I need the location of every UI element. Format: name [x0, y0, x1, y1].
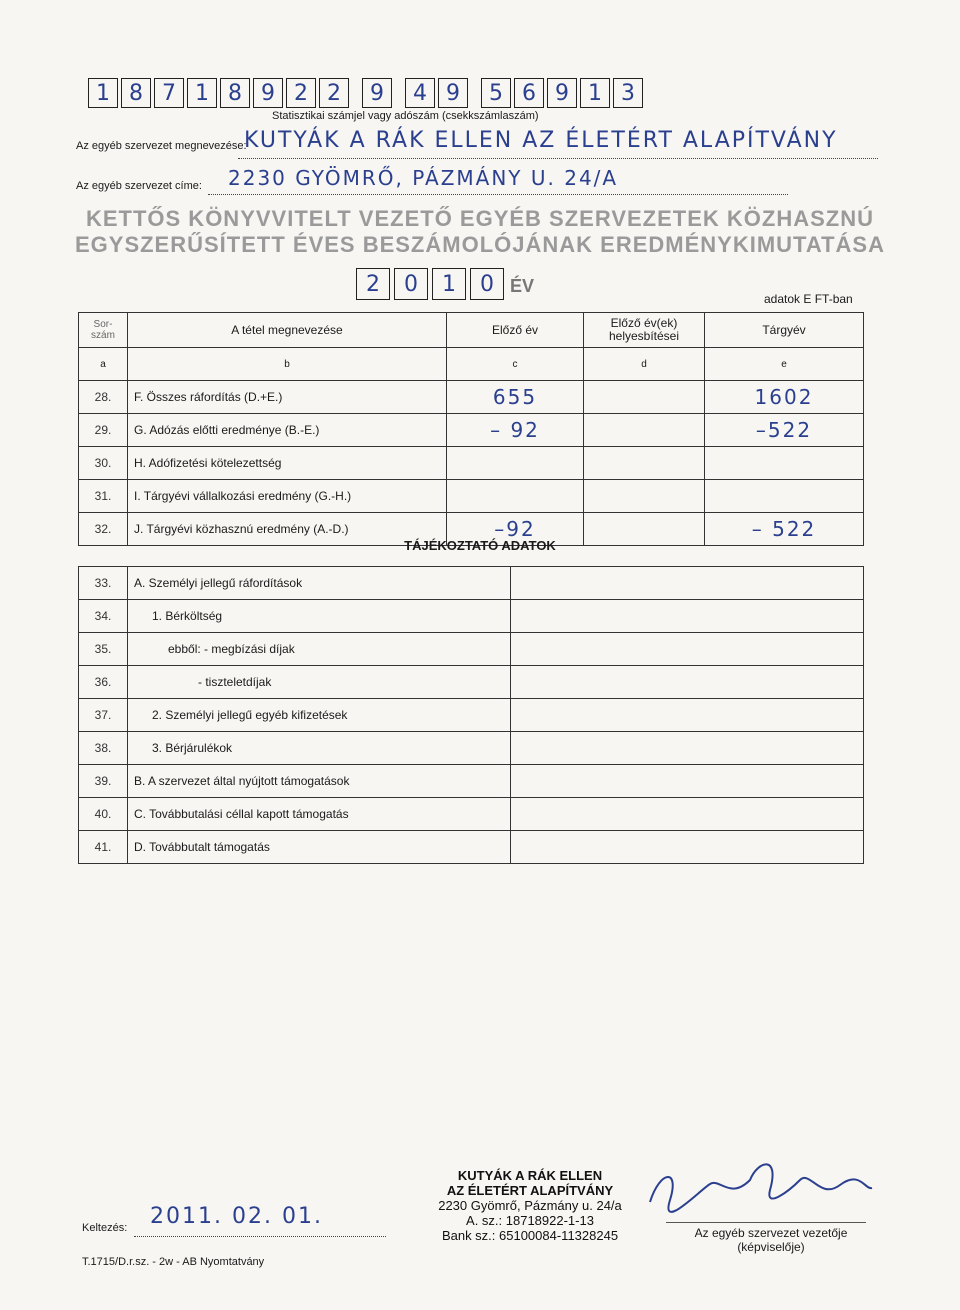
org-name-value: KUTYÁK A RÁK ELLEN AZ ÉLETÉRT ALAPÍTVÁNY — [244, 128, 838, 153]
org-name-line — [238, 158, 878, 159]
org-address-line — [208, 194, 788, 195]
row-label: G. Adózás előtti eredménye (B.-E.) — [128, 414, 447, 447]
row-value-cell — [511, 600, 864, 633]
year-digit-box: 0 — [394, 268, 428, 300]
date-label: Keltezés: — [82, 1222, 128, 1234]
row-label: B. A szervezet által nyújtott támogatások — [128, 765, 511, 798]
tax-digit-box: 9 — [362, 78, 392, 108]
tax-number-boxes — [88, 78, 646, 108]
row-correction — [584, 480, 705, 513]
table-row — [79, 567, 864, 600]
tax-digit-box: 7 — [154, 78, 184, 108]
row-label: - tiszteletdíjak — [128, 666, 511, 699]
header-e: Tárgyév — [705, 313, 864, 348]
table-row — [79, 765, 864, 798]
row-correction — [584, 381, 705, 414]
row-correction — [584, 447, 705, 480]
tax-separator — [395, 78, 405, 108]
table-row — [79, 699, 864, 732]
signature-caption1: Az egyéb szervezet vezetője — [694, 1226, 848, 1240]
results-table — [78, 312, 864, 546]
row-value-cell — [511, 831, 864, 864]
row-value-cell — [511, 666, 864, 699]
signature-image — [640, 1150, 880, 1220]
year-digit-box: 1 — [432, 268, 466, 300]
row-label: 1. Bérköltség — [128, 600, 511, 633]
letter-b: b — [128, 348, 447, 381]
table-row — [79, 480, 864, 513]
row-label: J. Tárgyévi közhasznú eredmény (A.-D.) — [128, 513, 447, 546]
tax-digit-box: 3 — [613, 78, 643, 108]
table-row — [79, 381, 864, 414]
year-boxes — [356, 268, 508, 300]
tax-digit-box: 1 — [580, 78, 610, 108]
form-title-line1: KETTŐS KÖNYVVITELT VEZETŐ EGYÉB SZERVEZETEK KÖZHASZNÚ — [85, 206, 875, 231]
row-label: 3. Bérjárulékok — [128, 732, 511, 765]
stamp-line5: Bank sz.: 65100084-11328245 — [441, 1228, 619, 1243]
row-number: 40. — [79, 798, 128, 831]
year-suffix: ÉV — [510, 276, 535, 296]
tax-digit-box: 5 — [481, 78, 511, 108]
row-value-cell — [511, 633, 864, 666]
table-letter-row — [79, 348, 864, 381]
stamp-line2: AZ ÉLETÉRT ALAPÍTVÁNY — [446, 1183, 614, 1198]
table-row — [79, 447, 864, 480]
tax-digit-box: 2 — [319, 78, 349, 108]
table-row — [79, 414, 864, 447]
row-current-year: –522 — [705, 414, 864, 447]
header-a: Sor-szám — [79, 313, 128, 348]
row-number: 39. — [79, 765, 128, 798]
row-number: 30. — [79, 447, 128, 480]
row-prev-year: –92 — [447, 513, 584, 546]
row-prev-year: 655 — [447, 381, 584, 414]
row-number: 37. — [79, 699, 128, 732]
row-number: 36. — [79, 666, 128, 699]
tax-digit-box: 2 — [286, 78, 316, 108]
row-number: 28. — [79, 381, 128, 414]
table-header-row — [79, 313, 864, 348]
organization-stamp — [420, 1168, 640, 1243]
row-prev-year — [447, 447, 584, 480]
row-number: 29. — [79, 414, 128, 447]
org-address-label: Az egyéb szervezet címe: — [76, 180, 202, 192]
tax-digit-box: 9 — [253, 78, 283, 108]
tax-digit-box: 4 — [405, 78, 435, 108]
year-digit-box: 0 — [470, 268, 504, 300]
row-current-year — [705, 480, 864, 513]
header-c: Előző év — [447, 313, 584, 348]
row-number: 35. — [79, 633, 128, 666]
row-number: 38. — [79, 732, 128, 765]
row-prev-year: – 92 — [447, 414, 584, 447]
stamp-line4: A. sz.: 18718922-1-13 — [466, 1213, 594, 1228]
table-row — [79, 633, 864, 666]
row-prev-year — [447, 480, 584, 513]
year-digit-box: 2 — [356, 268, 390, 300]
header-d: Előző év(ek) helyesbítései — [584, 313, 705, 348]
letter-c: c — [447, 348, 584, 381]
row-current-year: 1602 — [705, 381, 864, 414]
table-row — [79, 798, 864, 831]
row-number: 34. — [79, 600, 128, 633]
row-value-cell — [511, 798, 864, 831]
header-b: A tétel megnevezése — [128, 313, 447, 348]
info-table — [78, 566, 864, 864]
org-address-value: 2230 GYÖMRŐ, PÁZMÁNY U. 24/A — [228, 166, 619, 190]
row-label: A. Személyi jellegű ráfordítások — [128, 567, 511, 600]
row-label: F. Összes ráfordítás (D.+E.) — [128, 381, 447, 414]
row-label: ebből: - megbízási díjak — [128, 633, 511, 666]
row-current-year: – 522 — [705, 513, 864, 546]
letter-e: e — [705, 348, 864, 381]
row-value-cell — [511, 567, 864, 600]
form-code: T.1715/D.r.sz. - 2w - AB Nyomtatvány — [82, 1256, 265, 1268]
table-row — [79, 600, 864, 633]
row-number: 32. — [79, 513, 128, 546]
tax-digit-box: 9 — [438, 78, 468, 108]
table-row — [79, 666, 864, 699]
row-label: D. Továbbutalt támogatás — [128, 831, 511, 864]
date-value: 2011. 02. 01. — [150, 1204, 323, 1229]
stamp-line1: KUTYÁK A RÁK ELLEN — [457, 1168, 603, 1183]
tax-digit-box: 6 — [514, 78, 544, 108]
row-number: 31. — [79, 480, 128, 513]
stamp-line3: 2230 Gyömrő, Pázmány u. 24/a — [438, 1198, 622, 1213]
signature-line — [666, 1222, 866, 1223]
signature-caption2: (képviselője) — [737, 1240, 805, 1254]
org-name-label: Az egyéb szervezet megnevezése: — [76, 140, 247, 152]
row-number: 41. — [79, 831, 128, 864]
row-label: H. Adófizetési kötelezettség — [128, 447, 447, 480]
row-value-cell — [511, 732, 864, 765]
letter-d: d — [584, 348, 705, 381]
row-number: 33. — [79, 567, 128, 600]
date-line — [134, 1236, 386, 1237]
tax-digit-box: 8 — [121, 78, 151, 108]
tax-separator — [352, 78, 362, 108]
row-label: C. Továbbutalási céllal kapott támogatás — [128, 798, 511, 831]
units-note: adatok E FT-ban — [764, 292, 853, 306]
row-correction — [584, 414, 705, 447]
row-value-cell — [511, 765, 864, 798]
tax-digit-box: 1 — [88, 78, 118, 108]
tax-digit-box: 1 — [187, 78, 217, 108]
form-title-line2: EGYSZERŰSÍTETT ÉVES BESZÁMOLÓJÁNAK EREDMÉNYKIMUTATÁSA — [74, 232, 885, 257]
tax-separator — [471, 78, 481, 108]
tax-digit-box: 8 — [220, 78, 250, 108]
row-current-year — [705, 447, 864, 480]
row-value-cell — [511, 699, 864, 732]
table-row — [79, 831, 864, 864]
section-title: TÁJÉKOZTATÓ ADATOK — [404, 538, 556, 553]
row-label: I. Tárgyévi vállalkozási eredmény (G.-H.) — [128, 480, 447, 513]
tax-digit-box: 9 — [547, 78, 577, 108]
tax-number-caption: Statisztikai számjel vagy adószám (csekkszámlaszám) — [272, 110, 539, 122]
letter-a: a — [79, 348, 128, 381]
table-row — [79, 732, 864, 765]
row-label: 2. Személyi jellegű egyéb kifizetések — [128, 699, 511, 732]
